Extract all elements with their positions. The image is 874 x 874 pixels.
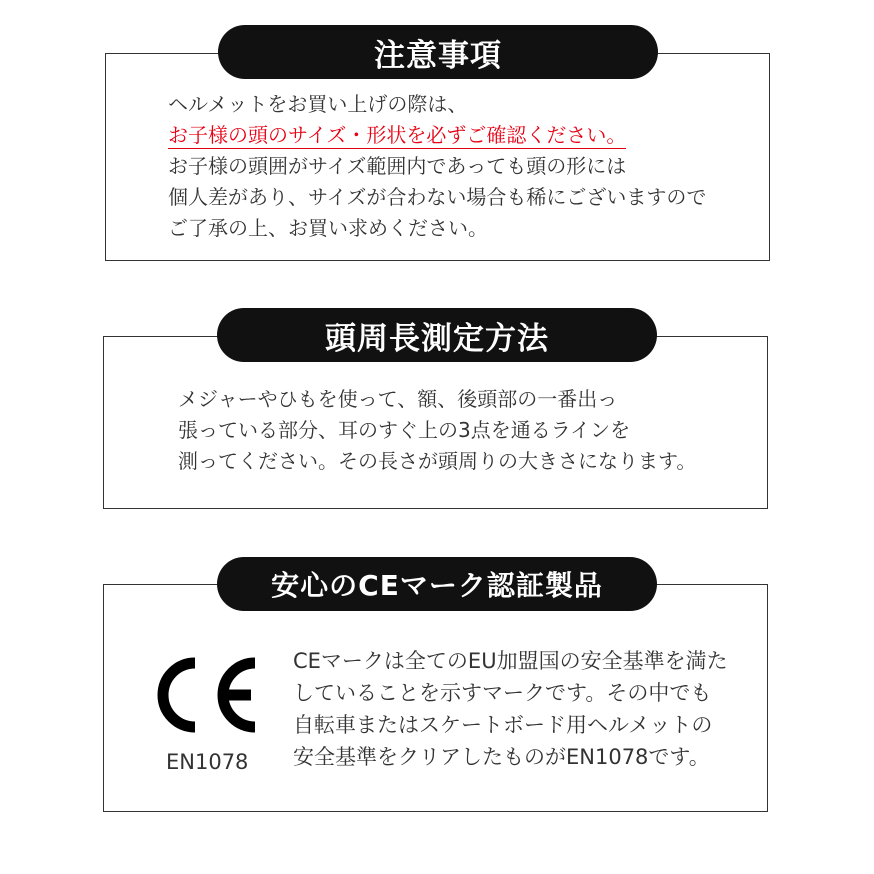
measurement-text [178,384,696,477]
notice-text [168,89,706,244]
notice-warning-line: お子様の頭のサイズ・形状を必ずご確認ください。 [168,123,627,147]
notice-line: 個人差があり、サイズが合わない場合も稀にございますので [168,185,707,209]
measurement-title-banner [217,308,657,362]
measurement-line: メジャーやひもを使って、額、後頭部の一番出っ [178,387,618,411]
ce-mark-icon [145,655,260,735]
measurement-title: 頭周長測定方法 [325,320,549,357]
ce-text [293,645,728,773]
ce-line: CEマークは全てのEU加盟国の安全基準を満た [293,649,728,673]
measurement-line: 張っている部分、耳のすぐ上の3点を通るラインを [178,418,631,442]
notice-title-banner [218,25,658,79]
notice-line: お子様の頭囲がサイズ範囲内であっても頭の形には [168,154,627,178]
ce-logo-caption: EN1078 [166,750,249,774]
ce-line: 安全基準をクリアしたものがEN1078です。 [293,745,710,769]
notice-title: 注意事項 [374,37,502,74]
ce-title-banner [217,557,657,611]
notice-line: ヘルメットをお買い上げの際は、 [168,92,468,116]
measurement-line: 測ってください。その長さが頭周りの大きさになります。 [178,449,697,473]
ce-line: 自転車またはスケートボード用ヘルメットの [293,713,713,737]
notice-line: ご了承の上、お買い求めください。 [168,216,488,240]
ce-line: していることを示すマークです。その中でも [293,681,712,705]
ce-title: 安心のCEマーク認証製品 [271,569,603,602]
